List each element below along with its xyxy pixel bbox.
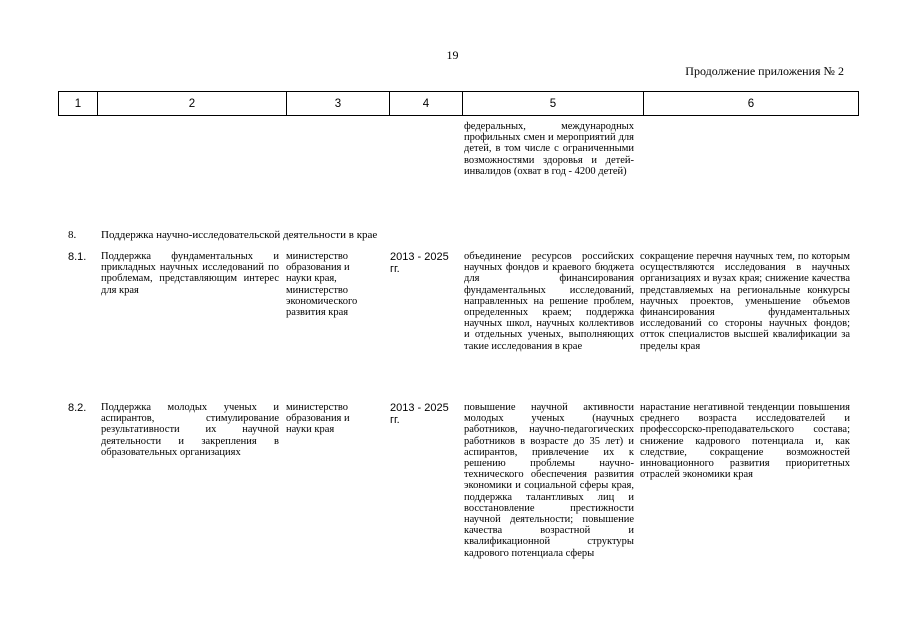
continuation-label: Продолжение приложения № 2 bbox=[685, 64, 844, 78]
row-8-1-period: 2013 - 2025 гг. bbox=[390, 251, 449, 275]
section-number: 8. bbox=[68, 229, 77, 241]
column-header-1: 1 bbox=[59, 92, 98, 116]
carry-over-content: федеральных, международных профильных смен и мероприятий для детей, в том числе с ограниченными возможностями здоровья и детей-инвалидов (охват в год - 4200 детей) bbox=[464, 121, 634, 177]
row-8-1-consequences: сокращение перечня научных тем, по которым осуществляются исследования в научных организациях и вузах края; снижение качества представляемых на региональные конкурсы научных проектов, уменьшение объемов финансирования фундаментальных исследований со стороны научных фондов; отток специалистов высшей квалификации за пределы края bbox=[640, 251, 850, 352]
row-8-2-name: Поддержка молодых ученых и аспирантов, стимулирование результативности их научной деятельности и закрепления в образовательных организациях bbox=[101, 402, 279, 458]
column-header-table bbox=[58, 91, 859, 116]
row-8-2-consequences: нарастание негативной тенденции повышения среднего возраста исследователей и профессорско-преподавательского состава; снижение кадрового потенциала и, как следствие, сокращение возможностей инновационного развития приоритетных отраслей экономики края bbox=[640, 402, 850, 481]
column-header-6: 6 bbox=[644, 92, 859, 116]
row-8-2-number: 8.2. bbox=[68, 402, 87, 414]
section-title: Поддержка научно-исследовательской деятельности в крае bbox=[101, 229, 378, 241]
row-8-1-name: Поддержка фундаментальных и прикладных научных исследований по проблемам, представляющим интерес для края bbox=[101, 251, 279, 296]
column-header-2: 2 bbox=[98, 92, 287, 116]
column-header-3: 3 bbox=[287, 92, 390, 116]
column-header-row bbox=[59, 92, 859, 116]
column-header-5: 5 bbox=[463, 92, 644, 116]
row-8-2-period: 2013 - 2025 гг. bbox=[390, 402, 449, 426]
row-8-2-content: повышение научной активности молодых ученых (научных работников, научно-педагогических работников в возрасте до 35 лет) и аспирантов, привлечение их к решению проблемы научно-технического обеспечения развития экономики и социальной сферы края, поддержка талантливых лиц и восстановление престижности научной деятельности; повышение качества возрастной и квалификационной структуры кадрового потенциала сферы bbox=[464, 402, 634, 559]
row-8-1-number: 8.1. bbox=[68, 251, 87, 263]
column-header-4: 4 bbox=[390, 92, 463, 116]
row-8-1-content: объединение ресурсов российских научных фондов и краевого бюджета для финансирования фундаментальных исследований, направленных на решение проблем, определенных краем; поддержка научных школ, научных коллективов и отдельных ученых, выполняющих такие исследования в крае bbox=[464, 251, 634, 352]
row-8-1-executor: министерство образования и науки края, министерство экономического развития края bbox=[286, 251, 358, 319]
row-8-2-executor: министерство образования и науки края bbox=[286, 402, 350, 436]
page-number: 19 bbox=[446, 48, 459, 62]
